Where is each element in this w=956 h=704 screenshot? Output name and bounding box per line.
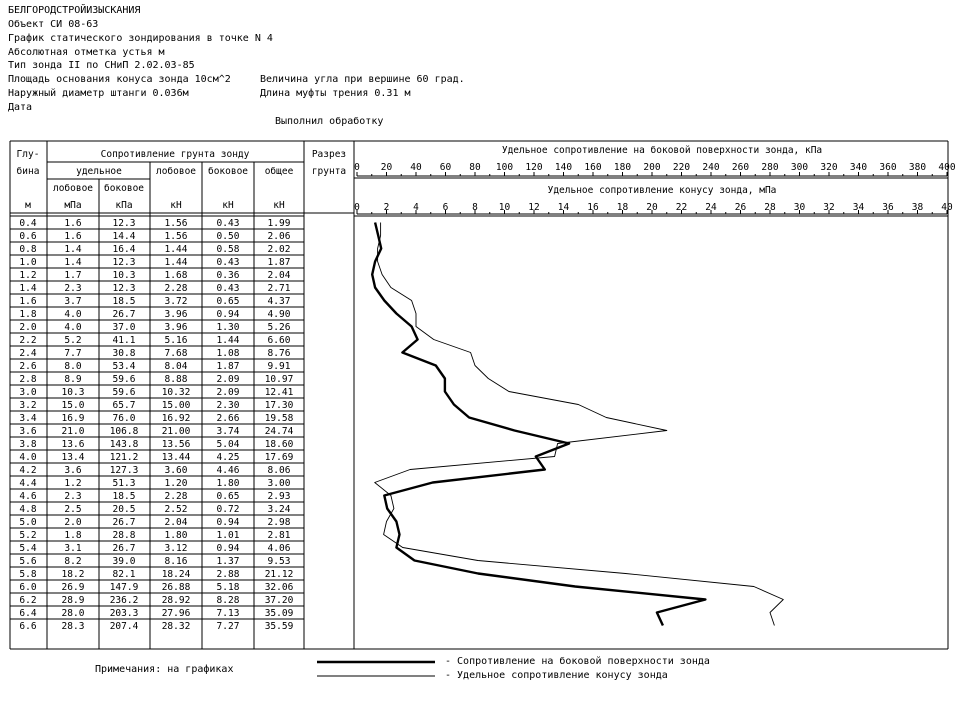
table-cell: 0.72: [216, 504, 240, 515]
table-cell: 3.4: [19, 413, 37, 424]
axis-top-tick-label: 220: [672, 162, 691, 173]
table-cell: 37.20: [264, 595, 294, 606]
table-cell: 1.99: [267, 218, 291, 229]
axis-top-tick-label: 300: [790, 162, 809, 173]
table-cell: 8.16: [164, 556, 188, 567]
table-cell: 3.12: [164, 543, 188, 554]
table-cell: 0.4: [19, 218, 37, 229]
axis-top-tick-label: 140: [554, 162, 573, 173]
hdr-depth-2: бина: [16, 166, 40, 177]
axis-bottom-tick-label: 22: [675, 202, 688, 213]
axis-bottom-tick-label: 12: [528, 202, 540, 213]
table-cell: 4.6: [19, 491, 37, 502]
table-cell: 4.2: [19, 465, 37, 476]
hdr-unit-frontal-2: кН: [170, 200, 182, 211]
table-cell: 2.09: [216, 387, 240, 398]
table-cell: 0.6: [19, 231, 37, 242]
table-cell: 28.9: [61, 595, 85, 606]
table-cell: 26.7: [112, 309, 136, 320]
hdr-unit-side-1: кПа: [115, 200, 133, 211]
axis-top-label: Удельное сопротивление на боковой поверхности зонда, кПа: [501, 145, 823, 156]
table-cell: 4.46: [216, 465, 240, 476]
axis-bottom-tick-label: 38: [911, 202, 924, 213]
table-cell: 147.9: [109, 582, 139, 593]
hdr-section-1: Разрез: [311, 149, 347, 160]
legend-swatches: [315, 657, 440, 681]
cone-angle-line: Величина угла при вершине 60 град.: [260, 74, 465, 85]
table-cell: 10.3: [112, 270, 136, 281]
table-cell: 1.80: [164, 530, 188, 541]
table-cell: 5.2: [64, 335, 82, 346]
table-cell: 2.8: [19, 374, 37, 385]
hdr-unit-frontal-1: мПа: [64, 200, 82, 211]
table-cell: 59.6: [112, 374, 136, 385]
hdr-section-2: грунта: [311, 166, 347, 177]
table-cell: 203.3: [109, 608, 139, 619]
table-cell: 5.8: [19, 569, 37, 580]
axis-top-tick-label: 240: [702, 162, 720, 173]
axis-bottom-tick-label: 24: [705, 202, 717, 213]
performed-line: Выполнил обработку: [275, 116, 384, 127]
table-cell: 1.6: [64, 231, 82, 242]
axis-top-tick-label: 180: [613, 162, 632, 173]
table-cell: 3.8: [19, 439, 37, 450]
axis-bottom-tick-label: 4: [413, 202, 419, 213]
table-cell: 8.28: [216, 595, 240, 606]
table-cell: 26.9: [61, 582, 85, 593]
table-cell: 10.3: [61, 387, 85, 398]
table-cell: 1.4: [64, 244, 82, 255]
table-cell: 3.00: [267, 478, 291, 489]
table-cell: 0.43: [216, 257, 240, 268]
table-cell: 1.8: [19, 309, 37, 320]
table-cell: 17.30: [264, 400, 294, 411]
table-cell: 18.60: [264, 439, 294, 450]
hdr-depth-unit: м: [25, 200, 31, 211]
table-cell: 127.3: [109, 465, 139, 476]
table-cell: 2.3: [64, 283, 82, 294]
axis-top-tick-label: 400: [938, 162, 956, 173]
axis-bottom-tick-label: 10: [498, 202, 511, 213]
table-cell: 0.43: [216, 283, 240, 294]
axis-bottom-tick-label: 28: [764, 202, 776, 213]
table-cell: 3.60: [164, 465, 188, 476]
table-cell: 3.96: [164, 309, 188, 320]
axis-bottom-label: Удельное сопротивление конусу зонда, мПа: [547, 185, 777, 196]
table-cell: 8.06: [267, 465, 291, 476]
table-cell: 35.59: [264, 621, 294, 632]
table-cell: 0.94: [216, 517, 240, 528]
table-cell: 3.24: [267, 504, 291, 515]
table-cell: 18.5: [112, 491, 136, 502]
table-cell: 9.91: [267, 361, 291, 372]
table-cell: 1.80: [216, 478, 240, 489]
table-cell: 3.96: [164, 322, 188, 333]
table-cell: 0.58: [216, 244, 240, 255]
table-cell: 2.09: [216, 374, 240, 385]
axis-bottom-tick-label: 14: [557, 202, 570, 213]
axis-top-tick-label: 360: [879, 162, 897, 173]
table-cell: 4.0: [64, 322, 82, 333]
axis-top-tick-label: 340: [849, 162, 868, 173]
axis-top-tick-label: 80: [469, 162, 481, 173]
table-cell: 9.53: [267, 556, 291, 567]
table-cell: 10.97: [264, 374, 294, 385]
table-cell: 53.4: [112, 361, 136, 372]
table-cell: 12.3: [112, 257, 136, 268]
table-cell: 106.8: [109, 426, 139, 437]
axis-top-tick-label: 260: [731, 162, 750, 173]
table-cell: 32.06: [264, 582, 294, 593]
table-cell: 16.9: [61, 413, 85, 424]
table-cell: 21.12: [264, 569, 294, 580]
table-cell: 26.7: [112, 517, 136, 528]
table-cell: 3.74: [216, 426, 240, 437]
hdr-resistance: Сопротивление грунта зонду: [100, 149, 250, 160]
table-cell: 28.0: [61, 608, 85, 619]
axis-bottom-tick-label: 2: [383, 202, 390, 213]
table-cell: 2.0: [19, 322, 37, 333]
table-cell: 2.93: [267, 491, 291, 502]
table-cell: 21.00: [161, 426, 191, 437]
table-cell: 0.65: [216, 491, 240, 502]
table-cell: 2.30: [216, 400, 240, 411]
table-cell: 1.87: [216, 361, 240, 372]
table-cell: 35.09: [264, 608, 294, 619]
table-cell: 1.44: [164, 257, 188, 268]
table-cell: 5.26: [267, 322, 291, 333]
table-cell: 5.18: [216, 582, 240, 593]
table-cell: 4.4: [19, 478, 37, 489]
table-cell: 6.2: [19, 595, 37, 606]
table-cell: 18.24: [161, 569, 191, 580]
table-cell: 28.8: [112, 530, 136, 541]
table-cell: 18.2: [61, 569, 85, 580]
table-cell: 13.56: [161, 439, 191, 450]
table-cell: 3.6: [64, 465, 82, 476]
table-cell: 13.44: [161, 452, 191, 463]
axis-bottom-tick-label: 30: [793, 202, 806, 213]
axis-top-tick-label: 160: [584, 162, 602, 173]
table-cell: 13.6: [61, 439, 85, 450]
table-cell: 1.20: [164, 478, 188, 489]
table-cell: 2.4: [19, 348, 37, 359]
table-cell: 14.4: [112, 231, 136, 242]
hdr-unit-total: кН: [273, 200, 285, 211]
table-cell: 27.96: [161, 608, 191, 619]
hdr-total: общее: [264, 166, 294, 177]
table-cell: 1.2: [64, 478, 82, 489]
table-cell: 3.2: [19, 400, 37, 411]
axis-top-tick-label: 200: [643, 162, 661, 173]
axis-top-tick-label: 280: [761, 162, 779, 173]
table-cell: 12.3: [112, 283, 136, 294]
table-cell: 6.60: [267, 335, 291, 346]
table-cell: 5.0: [19, 517, 37, 528]
axis-bottom-tick-label: 20: [646, 202, 658, 213]
table-cell: 143.8: [109, 439, 139, 450]
table-cell: 1.44: [216, 335, 240, 346]
table-cell: 4.0: [19, 452, 37, 463]
axis-bottom-tick-label: 18: [616, 202, 629, 213]
table-cell: 2.98: [267, 517, 291, 528]
table-cell: 2.04: [267, 270, 291, 281]
table-cell: 19.58: [264, 413, 294, 424]
table-cell: 0.94: [216, 309, 240, 320]
axis-top-tick-label: 20: [380, 162, 393, 173]
axis-bottom-tick-label: 34: [852, 202, 865, 213]
table-cell: 2.3: [64, 491, 82, 502]
table-cell: 8.0: [64, 361, 82, 372]
table-cell: 2.28: [164, 491, 188, 502]
hdr-frontal-2: лобовое: [155, 166, 197, 177]
axis-top-tick-label: 40: [410, 162, 422, 173]
table-cell: 1.6: [19, 296, 37, 307]
table-cell: 4.06: [267, 543, 291, 554]
table-cell: 1.0: [19, 257, 37, 268]
table-cell: 1.37: [216, 556, 240, 567]
table-cell: 39.0: [112, 556, 136, 567]
table-cell: 7.7: [64, 348, 82, 359]
table-cell: 2.2: [19, 335, 37, 346]
table-cell: 8.76: [267, 348, 291, 359]
legend-thick-label: - Сопротивление на боковой поверхности зонда: [445, 656, 710, 667]
date-line: Дата: [8, 102, 33, 113]
table-cell: 4.25: [216, 452, 240, 463]
table-cell: 37.0: [112, 322, 136, 333]
table-cell: 121.2: [109, 452, 139, 463]
table-cell: 6.6: [19, 621, 37, 632]
table-cell: 8.2: [64, 556, 82, 567]
table-cell: 21.0: [61, 426, 85, 437]
hdr-depth-1: Глу-: [16, 149, 40, 160]
axis-top-tick-label: 320: [820, 162, 838, 173]
table-cell: 5.4: [19, 543, 37, 554]
table-cell: 0.50: [216, 231, 240, 242]
axis-bottom-tick-label: 26: [734, 202, 747, 213]
axis-bottom-tick-label: 0: [354, 202, 360, 213]
hdr-frontal-1: лобовое: [52, 183, 94, 194]
table-cell: 24.74: [264, 426, 294, 437]
notes-label: Примечания: на графиках: [95, 664, 234, 675]
table-cell: 207.4: [109, 621, 139, 632]
table-cell: 4.37: [267, 296, 291, 307]
rod-diameter-line: Наружный диаметр штанги 0.036м: [8, 88, 189, 99]
table-cell: 20.5: [112, 504, 136, 515]
table-cell: 4.0: [64, 309, 82, 320]
table-cell: 4.8: [19, 504, 37, 515]
table-cell: 3.6: [19, 426, 37, 437]
table-cell: 0.36: [216, 270, 240, 281]
table-cell: 0.8: [19, 244, 37, 255]
axis-top-tick-label: 60: [439, 162, 452, 173]
table-cell: 1.87: [267, 257, 291, 268]
table-cell: 1.6: [64, 218, 82, 229]
table-cell: 65.7: [112, 400, 136, 411]
table-cell: 2.04: [164, 517, 188, 528]
table-cell: 2.52: [164, 504, 188, 515]
table-cell: 0.43: [216, 218, 240, 229]
table-cell: 1.56: [164, 218, 188, 229]
table-cell: 2.0: [64, 517, 82, 528]
table-cell: 3.7: [64, 296, 82, 307]
object-line: Объект СИ 08-63: [8, 19, 99, 30]
table-cell: 17.69: [264, 452, 294, 463]
hdr-unit-side-2: кН: [222, 200, 234, 211]
axis-top-tick-label: 100: [495, 162, 514, 173]
table-cell: 3.72: [164, 296, 188, 307]
table-cell: 6.4: [19, 608, 37, 619]
axis-top-tick-label: 0: [354, 162, 360, 173]
table-cell: 41.1: [112, 335, 136, 346]
table-cell: 59.6: [112, 387, 136, 398]
sleeve-length-line: Длина муфты трения 0.31 м: [260, 88, 411, 99]
table-cell: 18.5: [112, 296, 136, 307]
hdr-specific: удельное: [76, 166, 122, 177]
table-cell: 8.88: [164, 374, 188, 385]
table-cell: 16.92: [161, 413, 191, 424]
table-cell: 6.0: [19, 582, 37, 593]
axis-top-tick-label: 380: [908, 162, 927, 173]
axis-bottom-tick-label: 32: [823, 202, 835, 213]
table-cell: 2.28: [164, 283, 188, 294]
table-cell: 28.32: [161, 621, 191, 632]
table-cell: 3.1: [64, 543, 82, 554]
axis-bottom-tick-label: 36: [882, 202, 894, 213]
table-cell: 1.44: [164, 244, 188, 255]
table-cell: 2.66: [216, 413, 240, 424]
axis-bottom-tick-label: 8: [472, 202, 478, 213]
chart-title: График статического зондирования в точке N 4: [8, 33, 273, 44]
table-cell: 28.3: [61, 621, 85, 632]
table-cell: 1.2: [19, 270, 37, 281]
hdr-side-1: боковое: [103, 183, 145, 194]
axis-bottom-tick-label: 16: [587, 202, 599, 213]
table-cell: 13.4: [61, 452, 85, 463]
series-side-resistance-line: [372, 223, 705, 626]
table-cell: 16.4: [112, 244, 136, 255]
table-cell: 4.90: [267, 309, 291, 320]
table-cell: 28.92: [161, 595, 191, 606]
table-cell: 3.0: [19, 387, 37, 398]
table-cell: 1.7: [64, 270, 82, 281]
table-cell: 1.01: [216, 530, 240, 541]
table-cell: 0.65: [216, 296, 240, 307]
cone-area-line: Площадь основания конуса зонда 10см^2: [8, 74, 231, 85]
table-cell: 1.8: [64, 530, 82, 541]
table-cell: 5.6: [19, 556, 37, 567]
table-cell: 12.41: [264, 387, 294, 398]
table-cell: 2.6: [19, 361, 37, 372]
table-cell: 2.71: [267, 283, 291, 294]
table-cell: 76.0: [112, 413, 136, 424]
table-cell: 236.2: [109, 595, 139, 606]
table-cell: 8.04: [164, 361, 188, 372]
axis-bottom-tick-label: 6: [442, 202, 449, 213]
table-cell: 1.68: [164, 270, 188, 281]
table-cell: 10.32: [161, 387, 191, 398]
table-cell: 12.3: [112, 218, 136, 229]
axis-bottom-tick-label: 40: [941, 202, 953, 213]
table-cell: 7.68: [164, 348, 188, 359]
table-cell: 1.56: [164, 231, 188, 242]
table-cell: 5.16: [164, 335, 188, 346]
table-cell: 2.06: [267, 231, 291, 242]
table-cell: 7.13: [216, 608, 240, 619]
table-cell: 26.88: [161, 582, 191, 593]
table-cell: 1.08: [216, 348, 240, 359]
probe-type-line: Тип зонда II по СНиП 2.02.03-85: [8, 60, 195, 71]
axis-top-tick-label: 120: [525, 162, 543, 173]
elevation-line: Абсолютная отметка устья м: [8, 47, 165, 58]
table-cell: 8.9: [64, 374, 82, 385]
table-cell: 30.8: [112, 348, 136, 359]
table-cell: 2.5: [64, 504, 82, 515]
legend-thin-label: - Удельное сопротивление конусу зонда: [445, 670, 668, 681]
table-cell: 26.7: [112, 543, 136, 554]
table-cell: 1.4: [19, 283, 37, 294]
table-cell: 1.30: [216, 322, 240, 333]
table-cell: 1.4: [64, 257, 82, 268]
table-cell: 15.00: [161, 400, 191, 411]
table-cell: 82.1: [112, 569, 136, 580]
table-cell: 0.94: [216, 543, 240, 554]
table-cell: 5.04: [216, 439, 240, 450]
table-cell: 7.27: [216, 621, 240, 632]
table-cell: 2.02: [267, 244, 291, 255]
table-cell: 5.2: [19, 530, 37, 541]
hdr-side-2: боковое: [207, 166, 249, 177]
table-cell: 2.88: [216, 569, 240, 580]
org-name: БЕЛГОРОДСТРОЙИЗЫСКАНИЯ: [8, 5, 141, 16]
table-cell: 51.3: [112, 478, 136, 489]
table-cell: 15.0: [61, 400, 85, 411]
table-cell: 2.81: [267, 530, 291, 541]
